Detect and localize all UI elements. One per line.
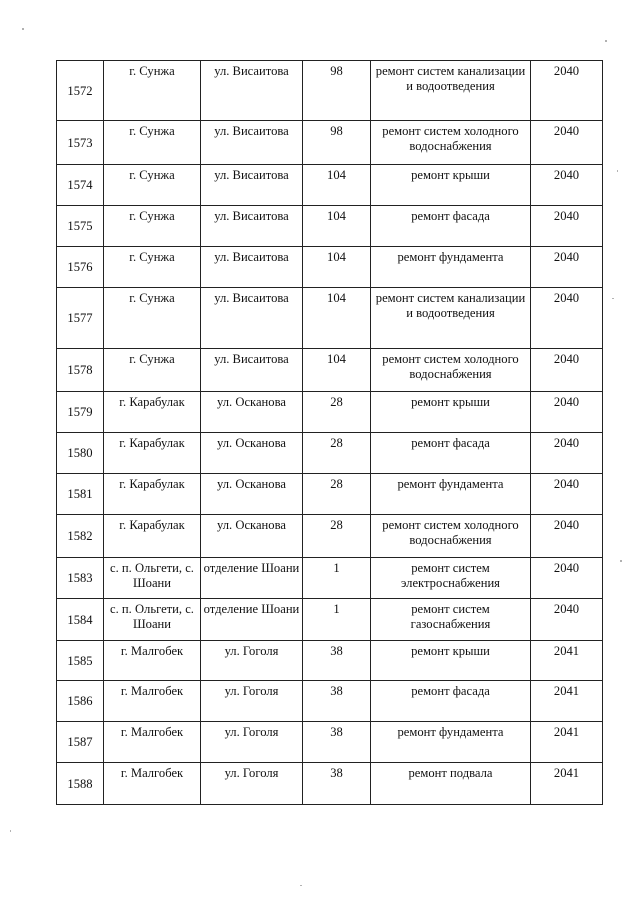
- street-cell: ул. Висаитова: [201, 206, 303, 247]
- street-cell: ул. Висаитова: [201, 121, 303, 165]
- house-number-cell: 1: [303, 599, 371, 641]
- table-row: [57, 681, 603, 722]
- year-cell: 2040: [531, 121, 603, 165]
- scan-speck: [22, 28, 24, 30]
- work-type-cell: ремонт систем канализации и водоотведения: [371, 288, 531, 349]
- settlement-cell: г. Сунжа: [104, 247, 201, 288]
- row-number-cell: 1575: [57, 206, 104, 247]
- scan-speck: [10, 830, 11, 832]
- settlement-cell: г. Карабулак: [104, 392, 201, 433]
- year-cell: 2041: [531, 722, 603, 763]
- work-type-cell: ремонт крыши: [371, 165, 531, 206]
- table-row: [57, 165, 603, 206]
- scan-speck: [605, 40, 607, 42]
- house-number-cell: 28: [303, 392, 371, 433]
- street-cell: ул. Осканова: [201, 433, 303, 474]
- year-cell: 2041: [531, 763, 603, 805]
- settlement-cell: г. Малгобек: [104, 641, 201, 681]
- work-type-cell: ремонт фундамента: [371, 474, 531, 515]
- table-row: [57, 558, 603, 599]
- work-type-cell: ремонт подвала: [371, 763, 531, 805]
- table-row: [57, 641, 603, 681]
- work-type-cell: ремонт фасада: [371, 433, 531, 474]
- settlement-cell: г. Малгобек: [104, 681, 201, 722]
- settlement-cell: г. Сунжа: [104, 206, 201, 247]
- house-number-cell: 104: [303, 349, 371, 392]
- year-cell: 2040: [531, 61, 603, 121]
- street-cell: ул. Висаитова: [201, 288, 303, 349]
- table-row: [57, 515, 603, 558]
- settlement-cell: г. Карабулак: [104, 474, 201, 515]
- row-number-cell: 1579: [57, 392, 104, 433]
- row-number-cell: 1577: [57, 288, 104, 349]
- table-row: [57, 722, 603, 763]
- work-type-cell: ремонт фасада: [371, 206, 531, 247]
- house-number-cell: 98: [303, 61, 371, 121]
- year-cell: 2040: [531, 288, 603, 349]
- row-number-cell: 1578: [57, 349, 104, 392]
- row-number-cell: 1581: [57, 474, 104, 515]
- year-cell: 2040: [531, 165, 603, 206]
- scan-speck: [300, 885, 302, 886]
- row-number-cell: 1588: [57, 763, 104, 805]
- scan-speck: [612, 298, 614, 299]
- street-cell: ул. Осканова: [201, 392, 303, 433]
- street-cell: ул. Осканова: [201, 515, 303, 558]
- scan-speck: [620, 560, 622, 562]
- year-cell: 2040: [531, 433, 603, 474]
- row-number-cell: 1582: [57, 515, 104, 558]
- street-cell: ул. Гоголя: [201, 722, 303, 763]
- work-type-cell: ремонт крыши: [371, 641, 531, 681]
- settlement-cell: г. Сунжа: [104, 61, 201, 121]
- table-row: [57, 392, 603, 433]
- street-cell: ул. Висаитова: [201, 61, 303, 121]
- house-number-cell: 28: [303, 515, 371, 558]
- work-type-cell: ремонт систем электроснабжения: [371, 558, 531, 599]
- street-cell: ул. Висаитова: [201, 247, 303, 288]
- year-cell: 2040: [531, 515, 603, 558]
- work-type-cell: ремонт систем канализации и водоотведения: [371, 61, 531, 121]
- settlement-cell: г. Карабулак: [104, 433, 201, 474]
- row-number-cell: 1584: [57, 599, 104, 641]
- year-cell: 2041: [531, 641, 603, 681]
- table-row: [57, 763, 603, 805]
- table-row: [57, 61, 603, 121]
- house-number-cell: 28: [303, 433, 371, 474]
- row-number-cell: 1583: [57, 558, 104, 599]
- row-number-cell: 1572: [57, 61, 104, 121]
- settlement-cell: г. Сунжа: [104, 349, 201, 392]
- work-type-cell: ремонт систем газоснабжения: [371, 599, 531, 641]
- row-number-cell: 1587: [57, 722, 104, 763]
- work-type-cell: ремонт систем холодного водоснабжения: [371, 121, 531, 165]
- house-number-cell: 38: [303, 763, 371, 805]
- street-cell: ул. Гоголя: [201, 763, 303, 805]
- scan-speck: [617, 170, 618, 172]
- table-row: [57, 121, 603, 165]
- work-type-cell: ремонт систем холодного водоснабжения: [371, 515, 531, 558]
- year-cell: 2040: [531, 474, 603, 515]
- table-row: [57, 247, 603, 288]
- row-number-cell: 1574: [57, 165, 104, 206]
- street-cell: ул. Гоголя: [201, 681, 303, 722]
- street-cell: ул. Висаитова: [201, 165, 303, 206]
- settlement-cell: г. Сунжа: [104, 121, 201, 165]
- year-cell: 2040: [531, 247, 603, 288]
- year-cell: 2040: [531, 599, 603, 641]
- table-row: [57, 206, 603, 247]
- house-number-cell: 104: [303, 165, 371, 206]
- work-type-cell: ремонт фундамента: [371, 247, 531, 288]
- house-number-cell: 38: [303, 722, 371, 763]
- house-number-cell: 28: [303, 474, 371, 515]
- year-cell: 2040: [531, 392, 603, 433]
- house-number-cell: 98: [303, 121, 371, 165]
- settlement-cell: г. Малгобек: [104, 722, 201, 763]
- settlement-cell: г. Карабулак: [104, 515, 201, 558]
- work-type-cell: ремонт фасада: [371, 681, 531, 722]
- settlement-cell: г. Малгобек: [104, 763, 201, 805]
- table-body: [57, 61, 603, 805]
- row-number-cell: 1580: [57, 433, 104, 474]
- year-cell: 2040: [531, 349, 603, 392]
- house-number-cell: 38: [303, 681, 371, 722]
- repair-schedule-table: [56, 60, 603, 805]
- settlement-cell: г. Сунжа: [104, 165, 201, 206]
- work-type-cell: ремонт крыши: [371, 392, 531, 433]
- table-row: [57, 288, 603, 349]
- row-number-cell: 1586: [57, 681, 104, 722]
- table-row: [57, 474, 603, 515]
- settlement-cell: с. п. Ольгети, с. Шоани: [104, 599, 201, 641]
- year-cell: 2041: [531, 681, 603, 722]
- house-number-cell: 1: [303, 558, 371, 599]
- row-number-cell: 1573: [57, 121, 104, 165]
- street-cell: отделение Шоани: [201, 599, 303, 641]
- settlement-cell: г. Сунжа: [104, 288, 201, 349]
- settlement-cell: с. п. Ольгети, с. Шоани: [104, 558, 201, 599]
- year-cell: 2040: [531, 206, 603, 247]
- street-cell: ул. Висаитова: [201, 349, 303, 392]
- row-number-cell: 1576: [57, 247, 104, 288]
- house-number-cell: 104: [303, 288, 371, 349]
- house-number-cell: 104: [303, 206, 371, 247]
- row-number-cell: 1585: [57, 641, 104, 681]
- table-row: [57, 599, 603, 641]
- house-number-cell: 38: [303, 641, 371, 681]
- street-cell: ул. Гоголя: [201, 641, 303, 681]
- street-cell: отделение Шоани: [201, 558, 303, 599]
- table-row: [57, 349, 603, 392]
- house-number-cell: 104: [303, 247, 371, 288]
- street-cell: ул. Осканова: [201, 474, 303, 515]
- table-row: [57, 433, 603, 474]
- year-cell: 2040: [531, 558, 603, 599]
- work-type-cell: ремонт фундамента: [371, 722, 531, 763]
- work-type-cell: ремонт систем холодного водоснабжения: [371, 349, 531, 392]
